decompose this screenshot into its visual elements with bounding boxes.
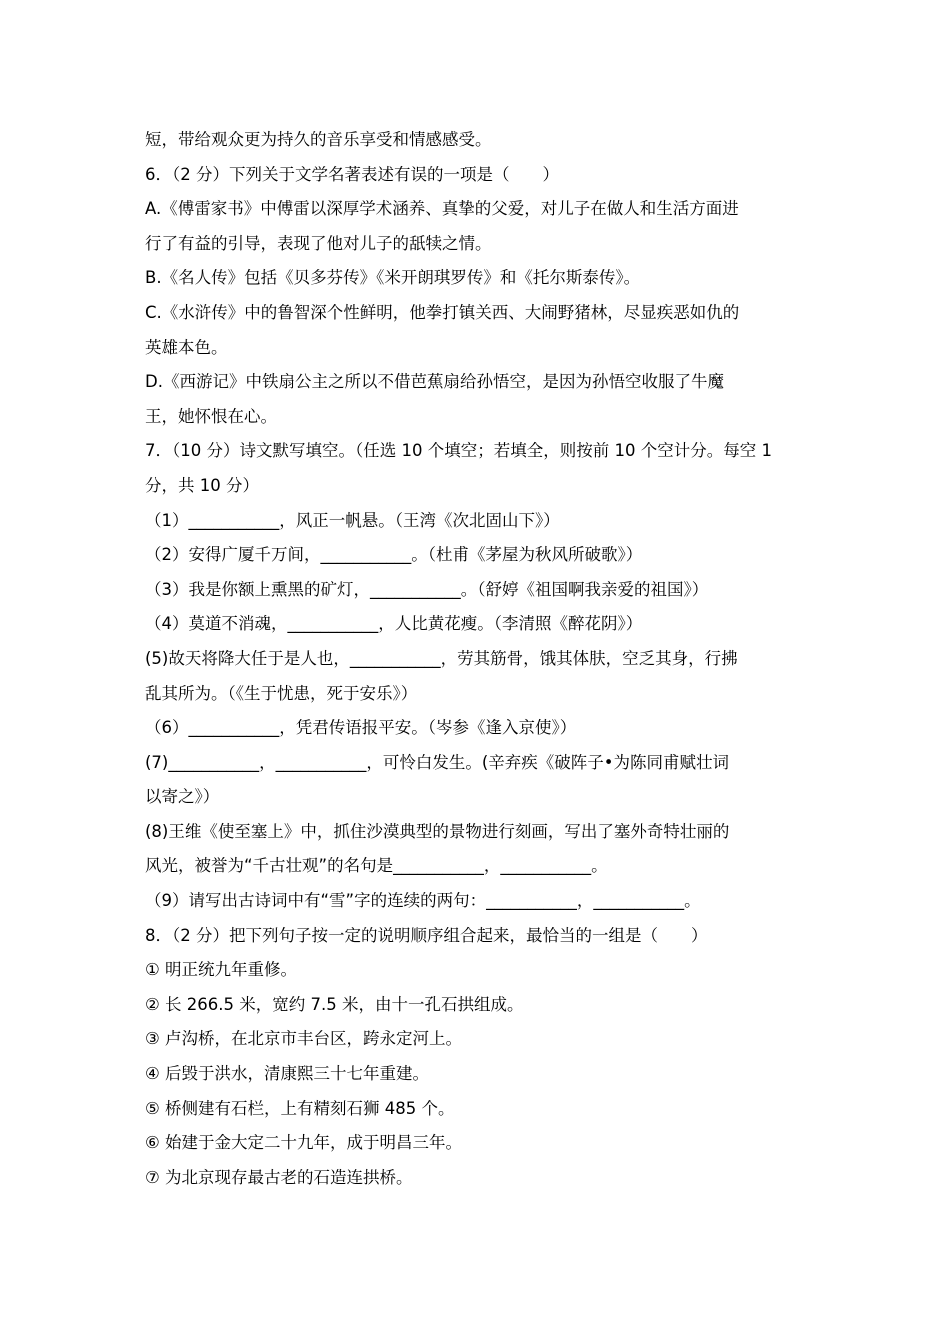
question-8-sentence-5: ⑤ 桥侧建有石栏，上有精刻石狮 485 个。 [145, 1098, 455, 1118]
question-6-option-d: D.《西游记》中铁扇公主之所以不借芭蕉扇给孙悟空，是因为孙悟空收服了牛魔 [145, 372, 724, 392]
question-7-item-5-cont: 乱其所为。（《生于忧患，死于安乐》） [145, 683, 418, 703]
question-8-sentence-1: ① 明正统九年重修。 [145, 960, 298, 980]
question-7-item-5: (5)故天将降大任于是人也，___________，劳其筋骨，饿其体肤，空乏其身，行拂 [145, 648, 738, 668]
text-line: 短，带给观众更为持久的音乐享受和情感感受。 [145, 130, 492, 149]
question-7-item-9: （9）请写出古诗词中有“雪”字的连续的两句：___________，___________。 [145, 891, 701, 911]
question-6-option-a-cont: 行了有益的引导，表现了他对儿子的舐犊之情。 [145, 233, 492, 253]
question-7-item-1: （1）___________，风正一帆悬。（王湾《次北固山下》） [145, 510, 560, 530]
question-8-sentence-7: ⑦ 为北京现存最古老的石造连拱桥。 [145, 1167, 413, 1187]
question-8-stem: 8．（2 分）把下列句子按一定的说明顺序组合起来，最恰当的一组是（ ） [145, 925, 708, 945]
question-6-stem: 6．（2 分）下列关于文学名著表述有误的一项是（ ） [145, 164, 559, 184]
question-7-item-8: (8)王维《使至塞上》中，抓住沙漠典型的景物进行刻画，写出了塞外奇特壮丽的 [145, 821, 730, 841]
question-8-sentence-6: ⑥ 始建于金大定二十九年，成于明昌三年。 [145, 1133, 463, 1153]
question-7-item-2: （2）安得广厦千万间，___________。（杜甫《茅屋为秋风所破歌》） [145, 545, 643, 565]
question-7-item-7-cont: 以寄之》） [145, 787, 220, 807]
document-body [145, 123, 815, 1195]
question-6-option-b: B.《名人传》包括《贝多芬传》《米开朗琪罗传》和《托尔斯泰传》。 [145, 268, 641, 288]
question-7-stem: 7．（10 分）诗文默写填空。（任选 10 个填空；若填全，则按前 10 个空计分。每空 1 [145, 441, 772, 461]
question-7-item-8-cont: 风光，被誉为“千古壮观”的名句是___________，___________。 [145, 856, 608, 876]
question-7-item-7: (7)___________，___________，可怜白发生。(辛弃疾《破阵子•为陈同甫赋壮词 [145, 752, 730, 772]
question-7-item-3: （3）我是你额上熏黑的矿灯，___________。（舒婷《祖国啊我亲爱的祖国》） [145, 579, 709, 599]
question-8-sentence-3: ③ 卢沟桥，在北京市丰台区，跨永定河上。 [145, 1029, 463, 1049]
question-6-option-d-cont: 王，她怀恨在心。 [145, 406, 277, 426]
question-8-sentence-2: ② 长 266.5 米，宽约 7.5 米，由十一孔石拱组成。 [145, 994, 524, 1014]
question-8-sentence-4: ④ 后毁于洪水，清康熙三十七年重建。 [145, 1064, 430, 1084]
question-6-option-c: C.《水浒传》中的鲁智深个性鲜明，他拳打镇关西、大闹野猪林，尽显疾恶如仇的 [145, 302, 740, 322]
question-7-item-4: （4）莫道不消魂，___________，人比黄花瘦。（李清照《醉花阴》） [145, 614, 643, 634]
question-7-item-6: （6）___________，凭君传语报平安。（岑参《逢入京使》） [145, 718, 577, 738]
question-6-option-a: A.《傅雷家书》中傅雷以深厚学术涵养、真挚的父爱，对儿子在做人和生活方面进 [145, 199, 739, 219]
question-7-stem-cont: 分，共 10 分） [145, 475, 259, 495]
question-6-option-c-cont: 英雄本色。 [145, 337, 228, 357]
